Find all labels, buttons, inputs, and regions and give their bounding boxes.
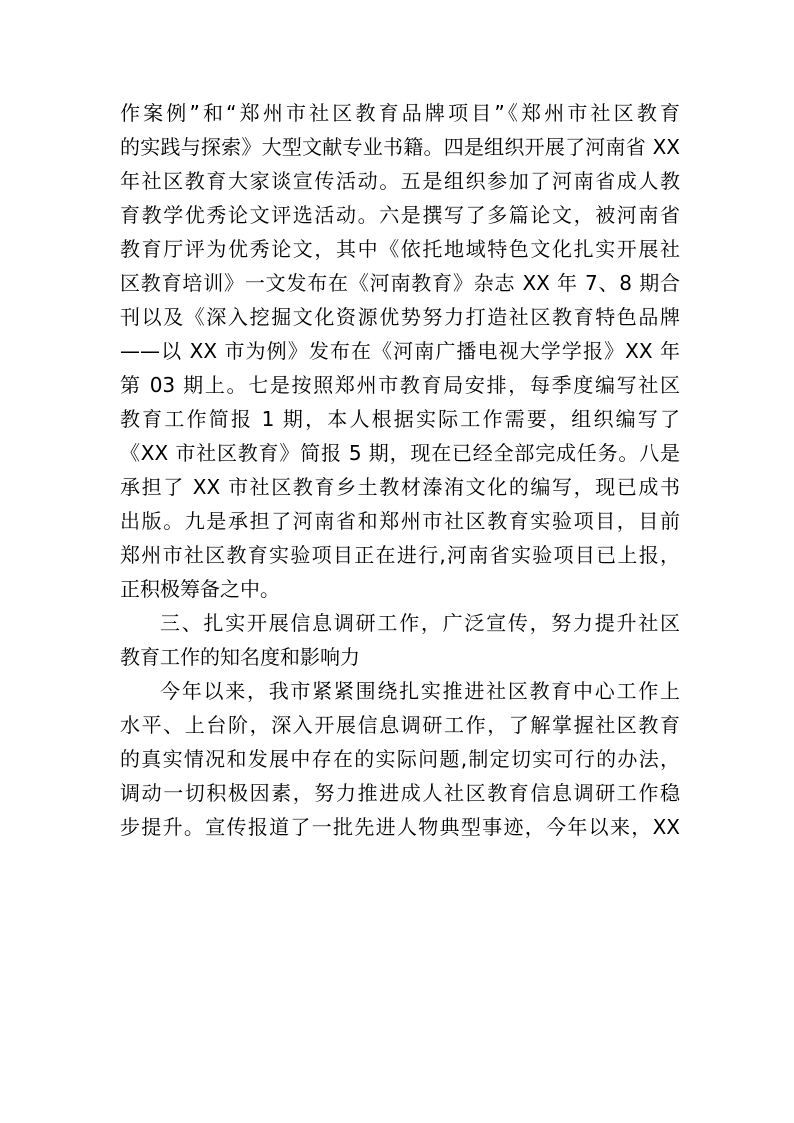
text-line: ——以 XX 市为例》发布在《河南广播电视大学学报》XX 年 <box>120 339 680 363</box>
text-line: 郑州市社区教育实验项目正在进行,河南省实验项目已上报， <box>120 543 680 567</box>
section-heading-line: 三、扎实开展信息调研工作，广泛宣传，努力提升社区 <box>160 611 680 635</box>
body-text <box>120 96 680 844</box>
text-line: 第 03 期上。七是按照郑州市教育局安排，每季度编写社区 <box>120 373 680 397</box>
text-line: 的实践与探索》大型文献专业书籍。四是组织开展了河南省 XX <box>120 135 680 159</box>
text-line: 正积极筹备之中。 <box>120 577 280 601</box>
text-line: 调动一切积极因素，努力推进成人社区教育信息调研工作稳 <box>120 781 680 805</box>
text-line: 刊以及《深入挖掘文化资源优势努力打造社区教育特色品牌 <box>120 305 680 329</box>
text-line: 承担了 XX 市社区教育乡土教材溱洧文化的编写，现已成书 <box>120 475 680 499</box>
text-line: 水平、上台阶，深入开展信息调研工作，了解掌握社区教育 <box>120 713 680 737</box>
text-line: 区教育培训》一文发布在《河南教育》杂志 XX 年 7、8 期合 <box>120 271 680 295</box>
text-line: 今年以来，我市紧紧围绕扎实推进社区教育中心工作上 <box>160 679 680 703</box>
text-line: 作案例”和“郑州市社区教育品牌项目”《郑州市社区教育 <box>120 101 680 125</box>
text-line: 教育厅评为优秀论文，其中《依托地域特色文化扎实开展社 <box>120 237 680 261</box>
text-line: 《XX 市社区教育》简报 5 期，现在已经全部完成任务。八是 <box>120 441 680 465</box>
text-line: 的真实情况和发展中存在的实际问题,制定切实可行的办法， <box>120 747 680 771</box>
text-line: 步提升。宣传报道了一批先进人物典型事迹，今年以来，XX <box>120 815 680 839</box>
text-line: 育教学优秀论文评选活动。六是撰写了多篇论文，被河南省 <box>120 203 680 227</box>
text-line: 年社区教育大家谈宣传活动。五是组织参加了河南省成人教 <box>120 169 680 193</box>
section-heading-line: 教育工作的知名度和影响力 <box>120 645 360 669</box>
text-line: 出版。九是承担了河南省和郑州市社区教育实验项目，目前 <box>120 509 680 533</box>
text-line: 教育工作简报 1 期，本人根据实际工作需要，组织编写了 <box>120 407 680 431</box>
